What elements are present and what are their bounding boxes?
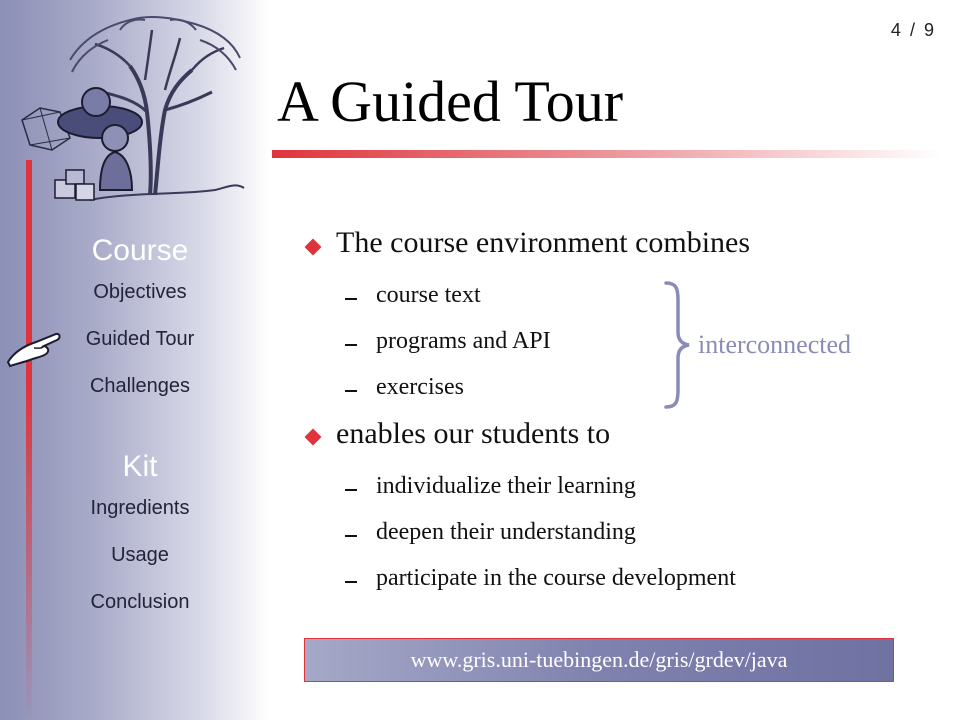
- bullet-diamond-icon: [305, 239, 322, 256]
- page-counter: [891, 20, 936, 41]
- nav-group-course: [40, 233, 240, 410]
- sub-bullet: deepen their understanding: [376, 519, 636, 545]
- slide-title: A Guided Tour: [277, 69, 624, 134]
- nav-item-guided-tour[interactable]: Guided Tour: [85, 328, 195, 350]
- sub-bullet: programs and API: [376, 328, 551, 354]
- dash-icon: [345, 390, 357, 392]
- dash-icon: [345, 489, 357, 491]
- tree-and-figure-logo-icon: [0, 0, 270, 230]
- dash-icon: [345, 535, 357, 537]
- title-underline: [272, 150, 942, 158]
- sub-bullet: course text: [376, 282, 481, 308]
- interconnected-label: interconnected: [698, 330, 852, 359]
- sub-bullet: individualize their learning: [376, 473, 636, 499]
- page-total: 9: [923, 20, 936, 40]
- dash-icon: [345, 298, 357, 300]
- course-url-link[interactable]: www.gris.uni-tuebingen.de/gris/grdev/java: [410, 647, 788, 672]
- nav-heading-kit[interactable]: Kit: [122, 450, 158, 483]
- nav-item-conclusion[interactable]: Conclusion: [90, 591, 190, 613]
- main-bullet: enables our students to: [336, 417, 611, 450]
- main-bullet: The course environment combines: [336, 226, 751, 259]
- nav-group-kit: [40, 449, 240, 626]
- dash-icon: [345, 581, 357, 583]
- sidebar-accent-rule: [26, 160, 32, 720]
- sub-bullet: exercises: [376, 374, 464, 400]
- nav-item-challenges[interactable]: Challenges: [89, 375, 191, 397]
- curly-brace-icon: [662, 280, 692, 410]
- pointer-hand-icon: [4, 330, 62, 368]
- bullet-diamond-icon: [305, 429, 322, 446]
- nav-item-ingredients[interactable]: Ingredients: [90, 497, 190, 519]
- page-separator: /: [909, 20, 917, 40]
- page-current: 4: [890, 20, 903, 40]
- url-banner: [304, 638, 894, 682]
- nav-item-objectives[interactable]: Objectives: [93, 281, 187, 303]
- nav-item-usage[interactable]: Usage: [111, 544, 169, 566]
- dash-icon: [345, 344, 357, 346]
- nav-heading-course[interactable]: Course: [91, 234, 189, 267]
- sub-bullet: participate in the course development: [376, 565, 736, 591]
